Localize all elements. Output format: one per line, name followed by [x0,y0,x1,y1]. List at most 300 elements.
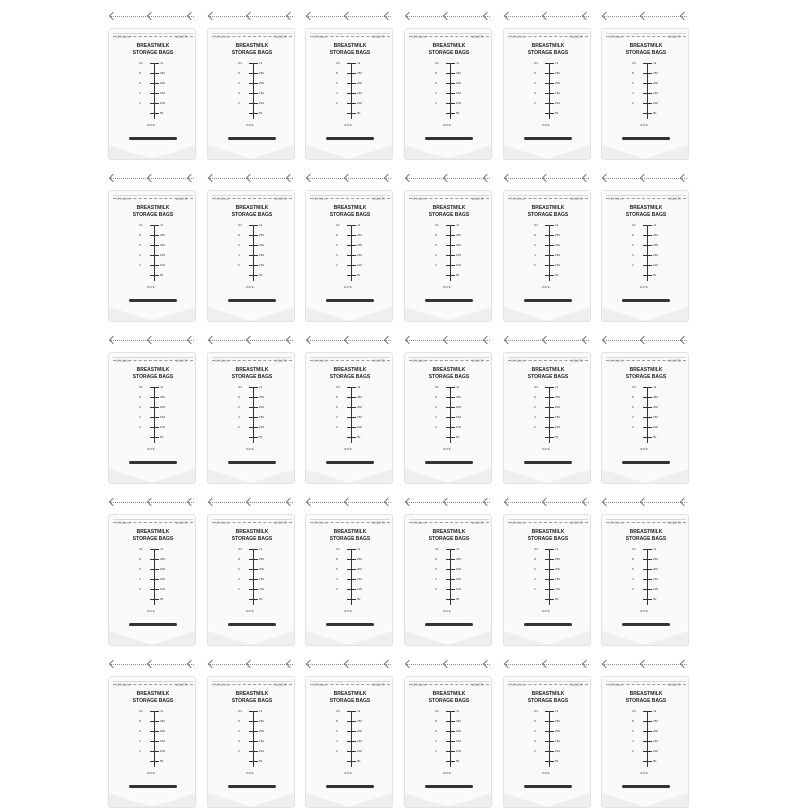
tear-notch-icon [504,12,512,20]
scale-tick [347,589,356,590]
brand-right-label: WAER [175,34,188,39]
scale-tick [150,265,159,266]
tear-strip [305,496,393,510]
bag-title-line2: STORAGE BAGS [329,212,371,218]
brand-left-label: NYALU [215,196,230,201]
scale-label-ml: 250 [160,233,166,237]
bag-title-line1: BREASTMILK [333,205,367,211]
scale-tick [643,549,652,550]
scale-tick [545,751,554,752]
scale-label-oz: 8 [435,71,437,75]
scale-tick [347,397,356,398]
gusset-fold-left [405,469,449,483]
bag-title-line2: STORAGE BAGS [428,536,470,542]
storage-bag [503,172,591,322]
bag-title-line2: STORAGE BAGS [625,212,667,218]
scale-tick [446,437,455,438]
brand-left-label: NYALU [412,196,427,201]
date-field: DATE [147,447,155,451]
scale-label-oz: 6 [139,405,141,409]
brand-left-label: NYALU [313,34,328,39]
scale-axis [351,711,352,767]
scale-label-oz: Oz [139,61,143,65]
tear-notch-icon [109,336,117,344]
scale-label-oz: 4 [139,91,141,95]
bag-title [602,205,689,219]
scale-tick [249,741,258,742]
scale-label-ml: 150 [653,91,659,95]
gusset-fold-left [109,793,153,807]
scale-tick [347,761,356,762]
scale-tick [347,751,356,752]
bag-body [305,676,393,808]
storage-bag [108,10,196,160]
tear-notch-icon [246,12,254,20]
bag-title-line2: STORAGE BAGS [527,536,569,542]
scale-label-oz: 6 [632,243,634,247]
scale-label-ml: 200 [456,729,462,733]
scale-tick [643,761,652,762]
bag-title-line2: STORAGE BAGS [231,212,273,218]
storage-bag [207,172,295,322]
tear-notch-icon [582,174,590,182]
storage-bag [404,172,492,322]
scale-tick [249,387,258,388]
tear-notch-icon [384,660,392,668]
scale-tick [249,407,258,408]
brand-left-label: NYALU [215,358,230,363]
scale-label-oz: 8 [139,71,141,75]
scale-label-oz: Oz [238,61,242,65]
scale-label-oz: 4 [435,577,437,581]
scale-label-oz: Oz [632,709,636,713]
scale-label-oz: 6 [534,729,536,733]
scale-label-ml: 150 [160,415,166,419]
scale-tick [347,235,356,236]
scale-label-ml: 150 [160,253,166,257]
scale-label-ml: 50 [653,435,657,439]
brand-right-label: WAER [175,358,188,363]
scale-tick [249,549,258,550]
scale-label-ml: 250 [555,395,561,399]
scale-tick [249,761,258,762]
bag-title-line2: STORAGE BAGS [527,212,569,218]
scale-tick [545,711,554,712]
scale-label-ml: 100 [259,263,265,267]
scale-label-oz: 8 [336,719,338,723]
tear-strip [404,10,492,24]
brand-right-label: WAER [175,196,188,201]
scale-tick [249,579,258,580]
scale-label-ml: 150 [555,739,561,743]
scale-label-ml: 100 [653,263,659,267]
scale-label-ml: 50 [160,759,164,763]
scale-tick [150,387,159,388]
scale-tick [643,407,652,408]
brand-left-label: NYALU [609,196,624,201]
scale-label-oz: 8 [632,395,634,399]
scale-tick [545,63,554,64]
scale-tick [643,599,652,600]
date-field: DATE [443,771,451,775]
bag-title-line2: STORAGE BAGS [132,50,174,56]
scale-label-oz: 8 [534,557,536,561]
scale-label-oz: Oz [632,385,636,389]
tear-notch-icon [246,174,254,182]
tear-strip [108,10,196,24]
scale-label-ml: 250 [456,557,462,561]
tear-strip [305,334,393,348]
scale-label-ml: 250 [653,233,659,237]
bag-title [109,529,196,543]
scale-label-ml: 250 [160,71,166,75]
scale-label-ml: 250 [357,719,363,723]
bottom-band [228,785,276,788]
scale-tick [545,93,554,94]
scale-tick [249,235,258,236]
scale-tick [446,63,455,64]
storage-bag [305,496,393,646]
gusset-fold-right [644,307,688,321]
scale-tick [150,579,159,580]
scale-label-oz: 8 [336,395,338,399]
tear-strip [305,10,393,24]
scale-label-oz: 4 [534,739,536,743]
scale-label-ml: 200 [653,405,659,409]
scale-label-oz: Oz [139,547,143,551]
storage-bag [108,172,196,322]
scale-tick [249,265,258,266]
scale-label-ml: 200 [259,243,265,247]
scale-tick [545,387,554,388]
bag-body [404,28,492,160]
scale-tick [446,225,455,226]
gusset-fold-right [151,145,195,159]
bag-title-line1: BREASTMILK [136,367,170,373]
scale-axis [253,711,254,767]
scale-tick [446,407,455,408]
brand-right-label: WAER [274,358,287,363]
bag-body [404,676,492,808]
brand-left-label: NYALU [215,34,230,39]
bag-title-line1: BREASTMILK [333,367,367,373]
bag-body [503,676,591,808]
brand-left-label: NYALU [511,682,526,687]
scale-label-oz: 2 [534,263,536,267]
scale-label-oz: 8 [435,557,437,561]
scale-label-ml: 100 [456,101,462,105]
tear-strip [207,172,295,186]
scale-tick [150,721,159,722]
scale-label-ml: 250 [653,395,659,399]
scale-label-oz: 4 [336,577,338,581]
date-field: DATE [147,285,155,289]
tear-strip [207,10,295,24]
storage-bag [108,334,196,484]
bag-title [504,529,591,543]
volume-scale [139,709,167,767]
bag-title-line1: BREASTMILK [629,691,663,697]
bag-body [305,28,393,160]
bottom-band [425,623,473,626]
scale-label-ml: 250 [160,719,166,723]
scale-tick [545,83,554,84]
scale-label-oz: 8 [435,719,437,723]
scale-label-ml: 100 [555,749,561,753]
tear-notch-icon [187,12,195,20]
scale-label-oz: 4 [435,91,437,95]
bag-body [601,352,689,484]
scale-tick [446,761,455,762]
brand-right-label: WAER [372,520,385,525]
bottom-band [228,299,276,302]
storage-bag [305,10,393,160]
volume-scale [435,547,463,605]
scale-label-oz: Oz [534,223,538,227]
volume-scale [632,709,660,767]
scale-axis [450,225,451,281]
scale-tick [545,255,554,256]
bottom-band [326,623,374,626]
scale-tick [347,569,356,570]
scale-label-oz: 8 [336,557,338,561]
bag-body [601,676,689,808]
scale-label-ml: 150 [357,739,363,743]
scale-tick [150,275,159,276]
bag-title-line2: STORAGE BAGS [231,374,273,380]
tear-notch-icon [187,498,195,506]
scale-label-oz: 8 [632,71,634,75]
date-field: DATE [542,609,550,613]
scale-label-ml: 200 [259,81,265,85]
brand-left-label: NYALU [511,358,526,363]
brand-left-label: NYALU [511,34,526,39]
brand-left-label: NYALU [412,34,427,39]
scale-axis [253,225,254,281]
scale-tick [545,417,554,418]
storage-bag [503,658,591,808]
bag-title [109,205,196,219]
brand-right-label: WAER [471,682,484,687]
scale-label-ml: 250 [555,557,561,561]
bottom-band [326,785,374,788]
bag-body [503,352,591,484]
tear-notch-icon [542,336,550,344]
date-field: DATE [640,609,648,613]
scale-tick [249,559,258,560]
tear-strip [305,172,393,186]
scale-label-ml: 250 [160,395,166,399]
tear-notch-icon [286,174,294,182]
scale-label-oz: 2 [336,101,338,105]
bottom-band [425,461,473,464]
date-field: DATE [344,285,352,289]
scale-label-oz: 8 [435,233,437,237]
bag-title-line1: BREASTMILK [136,529,170,535]
volume-scale [435,223,463,281]
scale-label-ml: 150 [259,739,265,743]
scale-label-ml: 100 [357,749,363,753]
scale-label-ml: ml [456,547,460,551]
brand-right-label: WAER [372,196,385,201]
bag-title-line2: STORAGE BAGS [625,698,667,704]
scale-label-oz: 8 [534,395,536,399]
scale-label-ml: 150 [160,577,166,581]
bag-title-line2: STORAGE BAGS [428,212,470,218]
brand-right-label: WAER [570,682,583,687]
scale-tick [446,73,455,74]
volume-scale [238,547,266,605]
scale-label-ml: 100 [456,425,462,429]
bag-body [404,514,492,646]
tear-strip [108,658,196,672]
scale-label-oz: 8 [139,557,141,561]
storage-bag [601,658,689,808]
bag-body [108,352,196,484]
scale-label-ml: 150 [357,253,363,257]
scale-label-ml: 100 [259,425,265,429]
scale-tick [249,83,258,84]
scale-tick [347,741,356,742]
bag-body [207,190,295,322]
scale-label-ml: 200 [555,405,561,409]
scale-tick [150,73,159,74]
scale-label-ml: 250 [653,71,659,75]
scale-label-oz: 2 [336,425,338,429]
scale-label-ml: 50 [259,273,263,277]
tear-notch-icon [504,660,512,668]
scale-label-ml: 50 [456,273,460,277]
bag-body [503,28,591,160]
scale-label-oz: Oz [139,709,143,713]
bottom-band [326,461,374,464]
scale-label-oz: 2 [435,101,437,105]
scale-tick [150,569,159,570]
scale-label-ml: 200 [357,405,363,409]
scale-label-oz: 2 [435,749,437,753]
gusset-fold-left [208,793,252,807]
scale-tick [347,599,356,600]
volume-scale [336,547,364,605]
brand-right-label: WAER [274,682,287,687]
brand-left-label: NYALU [511,520,526,525]
tear-notch-icon [344,660,352,668]
tear-notch-icon [483,174,491,182]
scale-tick [545,245,554,246]
bag-title-line1: BREASTMILK [531,691,565,697]
gusset-fold-right [546,469,590,483]
scale-label-oz: 8 [139,233,141,237]
tear-notch-icon [384,174,392,182]
scale-tick [545,559,554,560]
gusset-fold-left [405,631,449,645]
scale-label-ml: 50 [259,435,263,439]
bag-title-line1: BREASTMILK [235,529,269,535]
scale-label-ml: 150 [357,577,363,581]
tear-notch-icon [384,336,392,344]
brand-right-label: WAER [274,520,287,525]
tear-notch-icon [286,12,294,20]
scale-tick [446,93,455,94]
bottom-band [425,299,473,302]
date-field: DATE [443,123,451,127]
brand-right-label: WAER [372,34,385,39]
tear-strip [404,658,492,672]
gusset-fold-left [504,631,548,645]
gusset-fold-right [348,631,392,645]
scale-label-oz: 8 [238,71,240,75]
scale-label-oz: Oz [534,709,538,713]
scale-label-oz: 2 [534,425,536,429]
bottom-band [326,137,374,140]
bag-title [208,367,295,381]
gusset-fold-right [546,145,590,159]
scale-label-oz: 2 [336,263,338,267]
brand-right-label: WAER [570,196,583,201]
bottom-band [524,137,572,140]
bag-body [601,190,689,322]
gusset-fold-left [109,631,153,645]
gusset-fold-right [348,793,392,807]
scale-tick [249,225,258,226]
scale-label-ml: 250 [653,557,659,561]
date-field: DATE [246,285,254,289]
scale-label-oz: Oz [238,223,242,227]
storage-bag [503,496,591,646]
bag-title-line2: STORAGE BAGS [428,374,470,380]
gusset-fold-right [348,469,392,483]
gusset-fold-right [447,793,491,807]
scale-label-oz: 2 [435,425,437,429]
tear-notch-icon [680,336,688,344]
scale-tick [545,761,554,762]
scale-tick [446,387,455,388]
scale-label-ml: ml [555,61,559,65]
date-field: DATE [443,447,451,451]
bag-title-line2: STORAGE BAGS [625,536,667,542]
scale-tick [446,731,455,732]
volume-scale [238,385,266,443]
scale-label-ml: 100 [653,425,659,429]
scale-label-ml: 50 [653,111,657,115]
scale-label-ml: ml [456,223,460,227]
gusset-fold-right [250,631,294,645]
scale-label-ml: 200 [555,729,561,733]
scale-tick [643,579,652,580]
scale-label-ml: 200 [259,729,265,733]
scale-label-oz: 4 [435,739,437,743]
brand-left-label: NYALU [511,196,526,201]
scale-label-ml: ml [653,223,657,227]
scale-tick [643,275,652,276]
scale-label-oz: 4 [632,91,634,95]
scale-tick [150,417,159,418]
gusset-fold-right [447,469,491,483]
scale-label-ml: ml [653,709,657,713]
scale-label-ml: 50 [357,273,361,277]
scale-label-oz: 4 [534,577,536,581]
scale-label-oz: Oz [336,223,340,227]
storage-bag [404,496,492,646]
bag-title-line1: BREASTMILK [136,691,170,697]
tear-notch-icon [483,498,491,506]
brand-left-label: NYALU [116,196,131,201]
volume-scale [632,547,660,605]
scale-tick [545,265,554,266]
bag-body [305,514,393,646]
bag-title-line1: BREASTMILK [333,43,367,49]
scale-tick [643,103,652,104]
